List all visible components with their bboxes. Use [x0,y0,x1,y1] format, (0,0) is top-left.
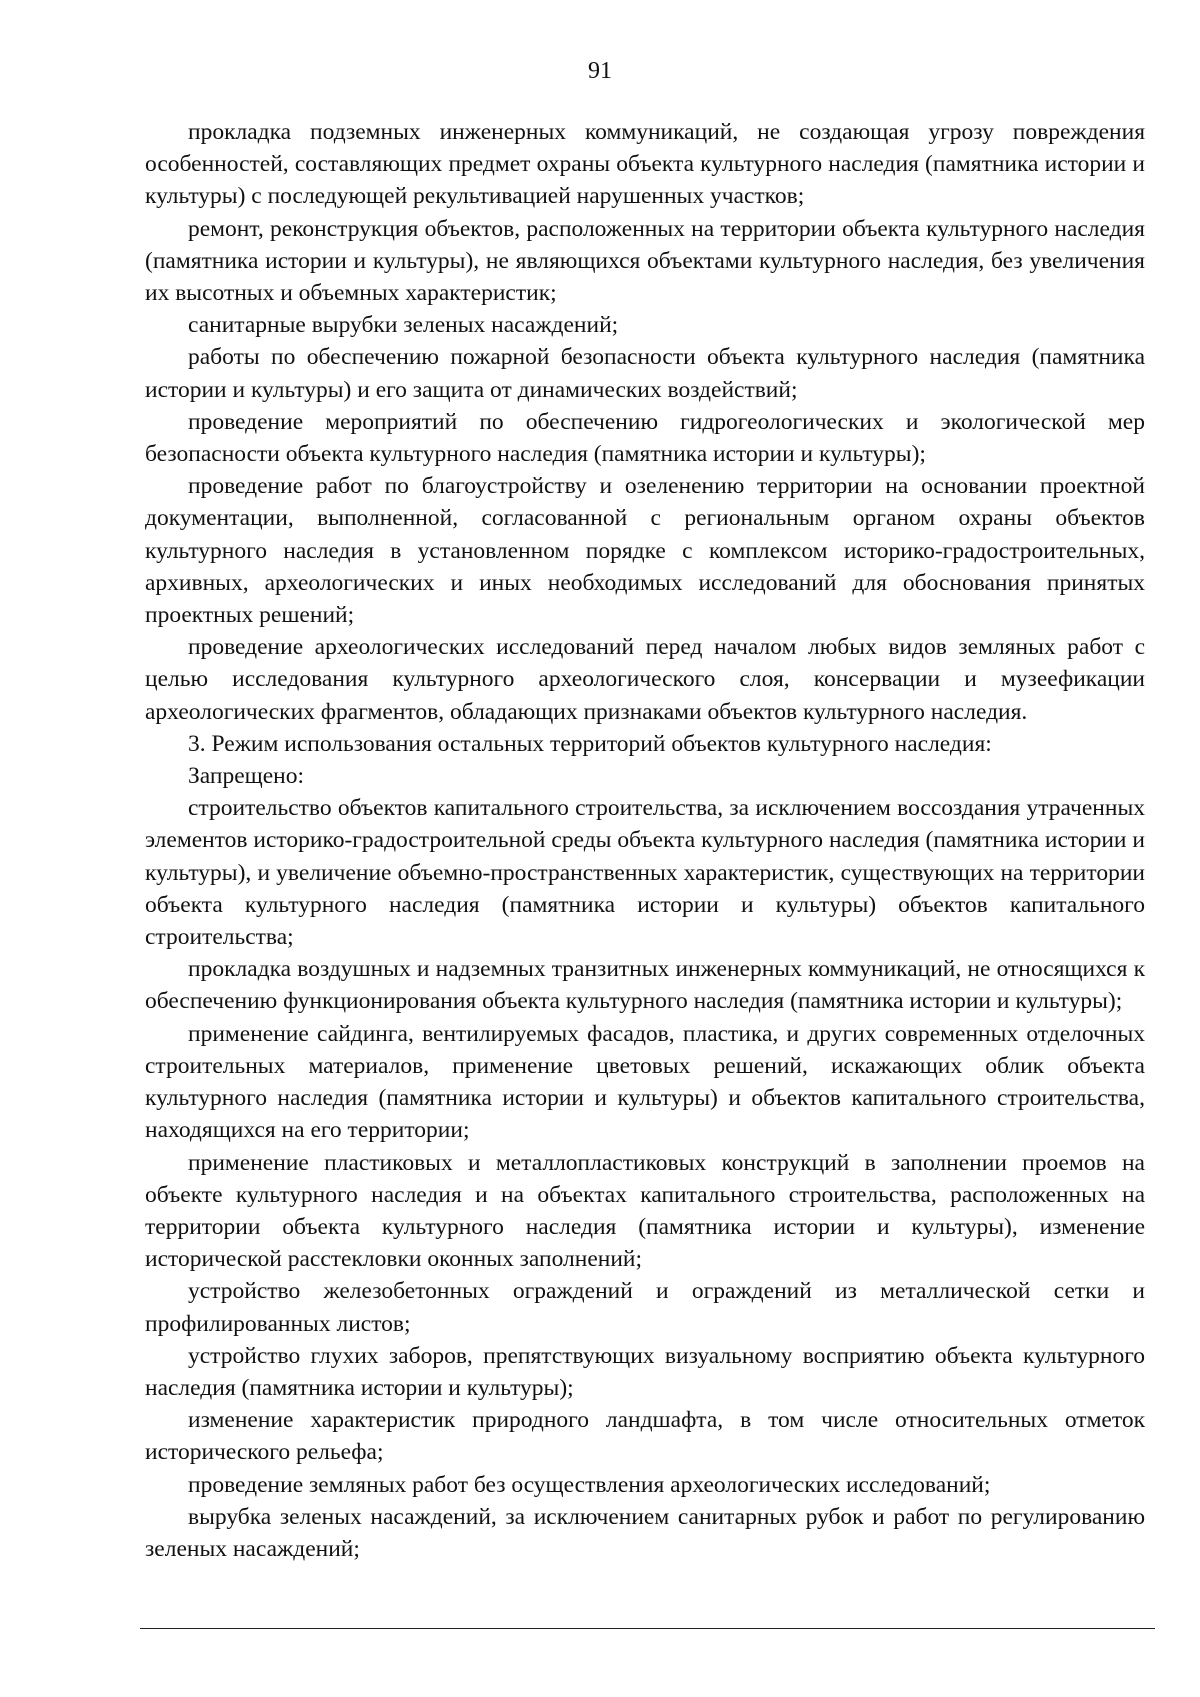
paragraph: санитарные вырубки зеленых насаждений; [188,312,619,339]
paragraph: проведение археологических исследований перед началом любых видов земляных работ с целью исследования культурного археологического слоя, консервации и музеефикации археологических фрагментов, обладающих признаками объектов культурного наследия. [145,634,1145,725]
paragraph: проведение мероприятий по обеспечению гидрогеологических и экологической мер безопасности объекта культурного наследия (памятника истории и культуры); [145,408,1145,468]
paragraph: прокладка воздушных и надземных транзитных инженерных коммуникаций, не относящихся к обеспечению функционирования объекта культурного наследия (памятника истории и культуры); [145,956,1145,1015]
section-subheading: Запрещено: [188,763,305,790]
document-body [145,116,1145,1565]
paragraph: проведение работ по благоустройству и озеленению территории на основании проектной документации, выполненной, согласованной с региональным органом охраны объектов культурного наследия в установленном порядке с комплексом историко-градостроительных, архивных, археологических и иных необходимых исследований для обоснования принятых проектных решений; [145,473,1145,629]
paragraph: ремонт, реконструкция объектов, расположенных на территории объекта культурного наследия (памятника истории и культуры), не являющихся объектами культурного наследия, без увеличения их высотных и объемных характеристик; [145,215,1145,307]
paragraph: применение пластиковых и металлопластиковых конструкций в заполнении проемов на объекте культурного наследия и на объектах капитального строительства, расположенных на территории объекта культурного наследия (памятника истории и культуры), изменение исторической расстекловки оконных заполнений; [145,1149,1145,1273]
paragraph: работы по обеспечению пожарной безопасности объекта культурного наследия (памятника истории и культуры) и его защита от динамических воздействий; [145,344,1145,403]
paragraph: проведение земляных работ без осуществления археологических исследований; [188,1471,991,1498]
paragraph: строительство объектов капитального строительства, за исключением воссоздания утраченных элементов историко-градостроительной среды объекта культурного наследия (памятника истории и культуры), и увеличение объемно-пространственных характеристик, существующих на территории объекта культурного наследия (памятника истории и культуры) объектов капитального строительства; [145,795,1145,951]
paragraph: прокладка подземных инженерных коммуникаций, не создающая угрозу повреждения особенностей, составляющих предмет охраны объекта культурного наследия (памятника истории и культуры) с последующей рекультивацией нарушенных участков; [145,119,1145,210]
paragraph: устройство железобетонных ограждений и ограждений из металлической сетки и профилированных листов; [145,1278,1145,1337]
page-bottom-rule [140,1628,1155,1629]
paragraph: изменение характеристик природного ландшафта, в том числе относительных отметок исторического рельефа; [145,1407,1145,1466]
paragraph: устройство глухих заборов, препятствующих визуальному восприятию объекта культурного наследия (памятника истории и культуры); [145,1342,1145,1401]
section-heading: 3. Режим использования остальных территорий объектов культурного наследия: [188,730,992,757]
page-number: 91 [588,58,612,84]
paragraph: вырубка зеленых насаждений, за исключением санитарных рубок и работ по регулированию зеленых насаждений; [145,1503,1145,1562]
paragraph: применение сайдинга, вентилируемых фасадов, пластика, и других современных отделочных строительных материалов, применение цветовых решений, искажающих облик объекта культурного наследия (памятника истории и культуры) и объектов капитального строительства, находящихся на его территории; [145,1020,1145,1144]
